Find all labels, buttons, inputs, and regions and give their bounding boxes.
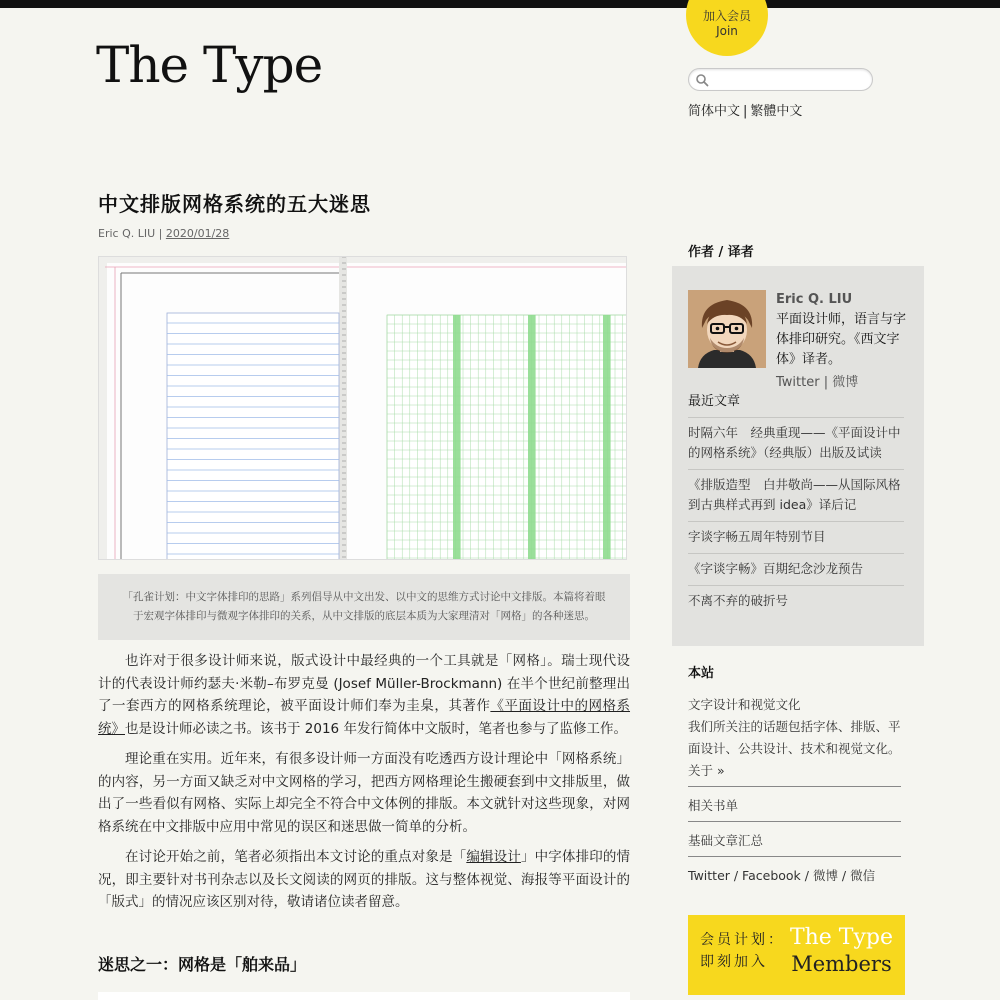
divider xyxy=(688,786,901,787)
recent-post-item[interactable]: 不离不弃的破折号 xyxy=(688,585,904,617)
article-body xyxy=(98,650,630,922)
column-gutter xyxy=(528,315,536,560)
section-heading-1: 迷思之一：网格是「舶来品」 xyxy=(98,955,307,974)
site-links xyxy=(688,694,901,887)
search-icon xyxy=(695,73,709,87)
recent-post-item[interactable]: 《排版造型 白井敬尚——从国际风格到古典样式再到 idea》译后记 xyxy=(688,469,904,521)
paragraph-1 xyxy=(98,650,630,740)
members-brand-line-2: Members xyxy=(791,952,892,976)
join-label-en: Join xyxy=(716,24,738,39)
recent-posts-label: 最近文章 xyxy=(688,394,741,409)
text-block-right xyxy=(387,315,627,560)
author-name[interactable]: Eric Q. LIU xyxy=(776,292,853,307)
paragraph-3-text-end: 」中字体排印的情况，即主要针对书刊杂志以及长文阅读的网页的排版。这与整体视觉、海报等平面设计的「版式」的情况应该区别对待，敬请诸位读者留意。 xyxy=(98,849,631,910)
basic-articles-link[interactable]: 基础文章汇总 xyxy=(688,833,764,848)
site-intro-text[interactable]: 我们所关注的话题包括字体、排版、平面设计、公共设计、技术和视觉文化。关于 » xyxy=(688,719,901,778)
paragraph-3-text: 在讨论开始之前，笔者必须指出本文讨论的重点对象是「 xyxy=(125,849,467,865)
paragraph-3 xyxy=(98,846,630,914)
author-weibo-link[interactable]: 微博 xyxy=(832,375,859,390)
paragraph-2: 理论重在实用。近年来，有很多设计师一方面没有吃透西方设计理论中「网格系统」的内容，另一方面又缺乏对中文网格的学习，把西方网格理论生搬硬套到中文排版里，做出了一些看似有网格、实际上却完全不符合中文体例的排版。本文就针对这些现象，对网格系统在中文排版中应用中常见的误区和迷思做一简单的分析。 xyxy=(98,751,630,835)
recent-posts-list xyxy=(688,417,904,617)
paragraph-1-text: 也许对于很多设计师来说，版式设计中最经典的一个工具就是「网格」。瑞士现代设计的代表设计师约瑟夫·米勒–布罗克曼 (Josef Müller-Brockmann) 在半个世纪前整理出了一套西方的网格系统理论，被平面设计师们奉为圭臬，其著作 xyxy=(98,653,630,714)
recent-post-item[interactable]: 字谈字畅五周年特别节目 xyxy=(688,521,904,553)
figure-caption: 「孔雀计划：中文字体排印的思路」系列倡导从中文出发、以中文的思维方式讨论中文排版。本篇将着眼于宏观字体排印与微观字体排印的关系，从中文排版的底层本质为大家理清对「网格」的各种迷思。 xyxy=(98,574,630,640)
author-twitter-link[interactable]: Twitter xyxy=(776,375,820,390)
join-button[interactable] xyxy=(686,0,768,56)
join-label-zh: 加入会员 xyxy=(702,8,751,23)
top-bar xyxy=(0,0,1000,8)
column-gutter xyxy=(603,315,611,560)
members-brand xyxy=(790,925,893,977)
byline xyxy=(98,227,229,240)
editorial-design-link[interactable]: 编辑设计 xyxy=(466,849,521,865)
related-books-link[interactable]: 相关书单 xyxy=(688,798,739,813)
lang-simplified-link[interactable]: 简体中文 xyxy=(688,104,741,119)
recent-post-item[interactable]: 《字谈字畅》百期纪念沙龙预告 xyxy=(688,553,904,585)
byline-separator: | xyxy=(158,227,163,240)
divider xyxy=(688,856,901,857)
text-block-left xyxy=(167,313,339,560)
author-avatar[interactable] xyxy=(688,290,766,368)
language-switcher xyxy=(688,100,802,119)
byline-author[interactable]: Eric Q. LIU xyxy=(98,227,156,240)
author-social-links xyxy=(776,371,858,390)
recent-post-item[interactable]: 时隔六年 经典重现——《平面设计中的网格系统》（经典版）出版及试读 xyxy=(688,417,904,469)
social-links[interactable]: Twitter / Facebook / 微博 / 微信 xyxy=(688,868,876,883)
author-box xyxy=(672,266,924,646)
author-links-separator: | xyxy=(823,375,829,390)
divider xyxy=(688,821,901,822)
article-title: 中文排版网格系统的五大迷思 xyxy=(98,192,371,216)
grid-illustration xyxy=(99,257,627,560)
search-input[interactable] xyxy=(713,71,863,88)
next-content-block xyxy=(98,992,630,1000)
site-section-label: 本站 xyxy=(688,666,715,681)
lang-traditional-link[interactable]: 繁體中文 xyxy=(750,104,803,119)
site-intro-title: 文字设计和视觉文化 xyxy=(688,697,801,712)
article-figure xyxy=(98,256,627,560)
search-box[interactable] xyxy=(688,68,873,91)
lang-separator: | xyxy=(743,104,748,119)
author-section-label: 作者 / 译者 xyxy=(688,245,754,260)
author-bio: 平面设计师，语言与字体排印研究。《西文字体》译者。 xyxy=(776,312,907,367)
book-link[interactable]: 《平面设计中的网格系统》 xyxy=(98,698,631,737)
column-gutter xyxy=(453,315,461,560)
spine-ruler xyxy=(339,257,347,560)
members-banner[interactable] xyxy=(688,915,905,995)
paragraph-1-text-end: 也是设计师必读之书。该书于 2016 年发行简体中文版时，笔者也参与了监修工作。 xyxy=(125,720,627,737)
members-brand-line-1: The Type xyxy=(789,925,893,950)
byline-date[interactable]: 2020/01/28 xyxy=(165,227,230,240)
site-logo[interactable]: The Type xyxy=(96,36,323,94)
members-cta: 会员计划：即刻加入 xyxy=(700,932,785,970)
